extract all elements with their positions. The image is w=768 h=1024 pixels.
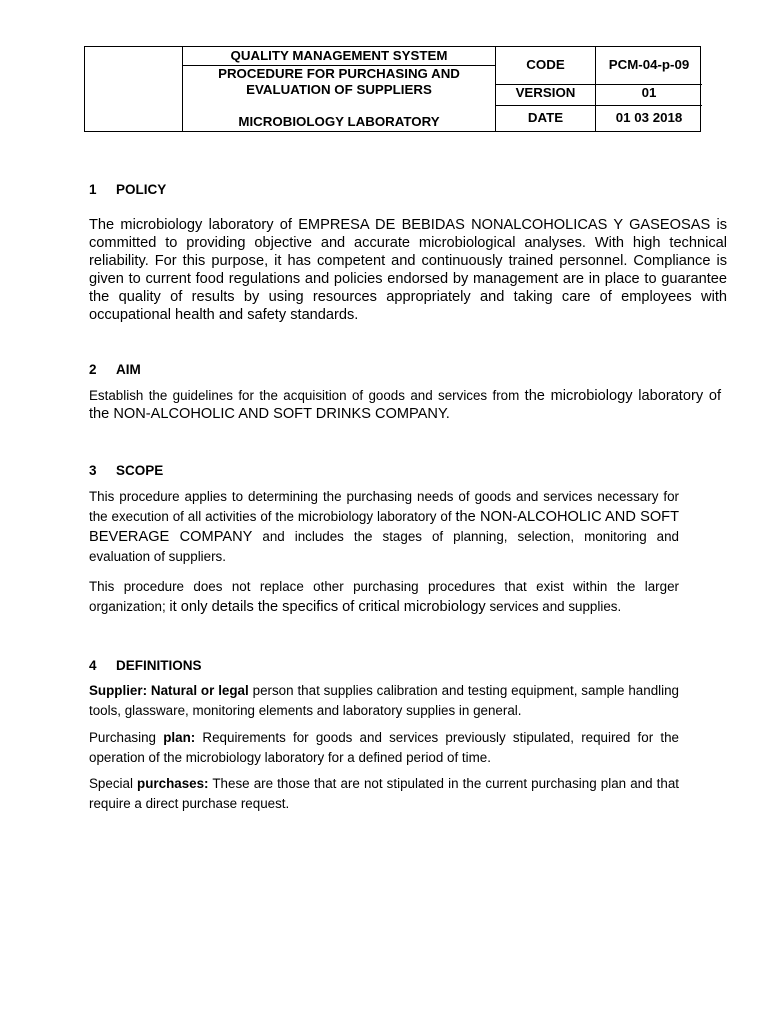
procedure-title-line1: PROCEDURE FOR PURCHASING AND [218, 66, 460, 81]
scope-text-part: and includes the stages of planning, selection, monitoring and evaluation of suppliers. [89, 529, 679, 564]
label-column [495, 47, 595, 131]
scope-text-part: This procedure applies to determining the purchasing needs of goods and services necessary for the execution of all activities of the microbiology laboratory of [89, 489, 679, 524]
policy-paragraph: The microbiology laboratory of EMPRESA DE BEBIDAS NONALCOHOLICAS Y GASEOSAS is committed to providing objective and accurate microbiological analyses. With high technical reliability. For this purpose, it has competent and continuously trained personnel. Compliance is given to current food regulations and policies endorsed by management are in place to guarantee the quality of results by using resources appropriately and taking care of employees with occupational health and safety standards. [89, 217, 727, 323]
scope-text-part: the NON-ALCOHOLIC AND SOFT BEVERAGE COMPANY [89, 509, 679, 545]
aim-paragraph [89, 387, 721, 423]
section-title: DEFINITIONS [116, 658, 202, 673]
definition-term: Supplier: Natural or legal [89, 683, 249, 698]
lab-title: MICROBIOLOGY LABORATORY [238, 114, 440, 129]
aim-text-part: Establish the guidelines for the acquisition of goods and services from [89, 388, 525, 403]
definition-text: Special [89, 776, 138, 791]
title-cell [182, 47, 495, 131]
scope-paragraph-1 [89, 487, 679, 567]
aim-text-part: the microbiology laboratory of the NON-ALCOHOLIC AND SOFT DRINKS COMPANY. [89, 388, 722, 422]
procedure-title-line2: EVALUATION OF SUPPLIERS [246, 82, 432, 97]
scope-paragraph-2 [89, 577, 679, 617]
section-number: 1 [89, 182, 97, 197]
section-heading-definitions [89, 658, 202, 673]
definition-supplier [89, 681, 679, 721]
section-title: SCOPE [116, 463, 164, 478]
date-label: DATE [527, 110, 564, 125]
definition-text: Purchasing [89, 730, 164, 745]
definition-special-purchases [89, 774, 679, 814]
version-label: VERSION [515, 85, 576, 100]
definition-text: These are those that are not stipulated in the current purchasing plan and that require a direct purchase request. [89, 776, 680, 811]
system-title: QUALITY MANAGEMENT SYSTEM [230, 48, 448, 63]
section-number: 3 [89, 463, 97, 478]
code-label: CODE [526, 57, 565, 72]
definition-text: person that supplies calibration and testing equipment, sample handling tools, glassware, monitoring elements and laboratory supplies in general. [89, 683, 679, 718]
scope-text-part: services and supplies. [485, 599, 622, 614]
scope-text-part: This procedure does not replace other purchasing procedures that exist within the larger organization; [89, 579, 679, 614]
section-heading-policy [89, 182, 166, 197]
code-value: PCM-04-p-09 [608, 57, 690, 72]
section-title: AIM [116, 362, 141, 377]
section-heading-scope [89, 463, 163, 478]
value-column [595, 47, 702, 131]
section-title: POLICY [116, 182, 167, 197]
definition-term: purchases: [137, 776, 209, 791]
section-number: 2 [89, 362, 97, 377]
definition-term: plan: [163, 730, 196, 745]
date-value: 01 03 2018 [615, 110, 683, 125]
definition-text: Requirements for goods and services previously stipulated, required for the operation of the microbiology laboratory for a defined period of time. [89, 730, 679, 765]
section-heading-aim [89, 362, 141, 377]
definition-purchasing-plan [89, 728, 679, 768]
document-header-table [84, 46, 701, 132]
version-value: 01 [641, 85, 657, 100]
scope-text-part: it only details the specifics of critical microbiology [169, 599, 486, 615]
section-number: 4 [89, 658, 97, 673]
logo-cell [85, 47, 182, 131]
